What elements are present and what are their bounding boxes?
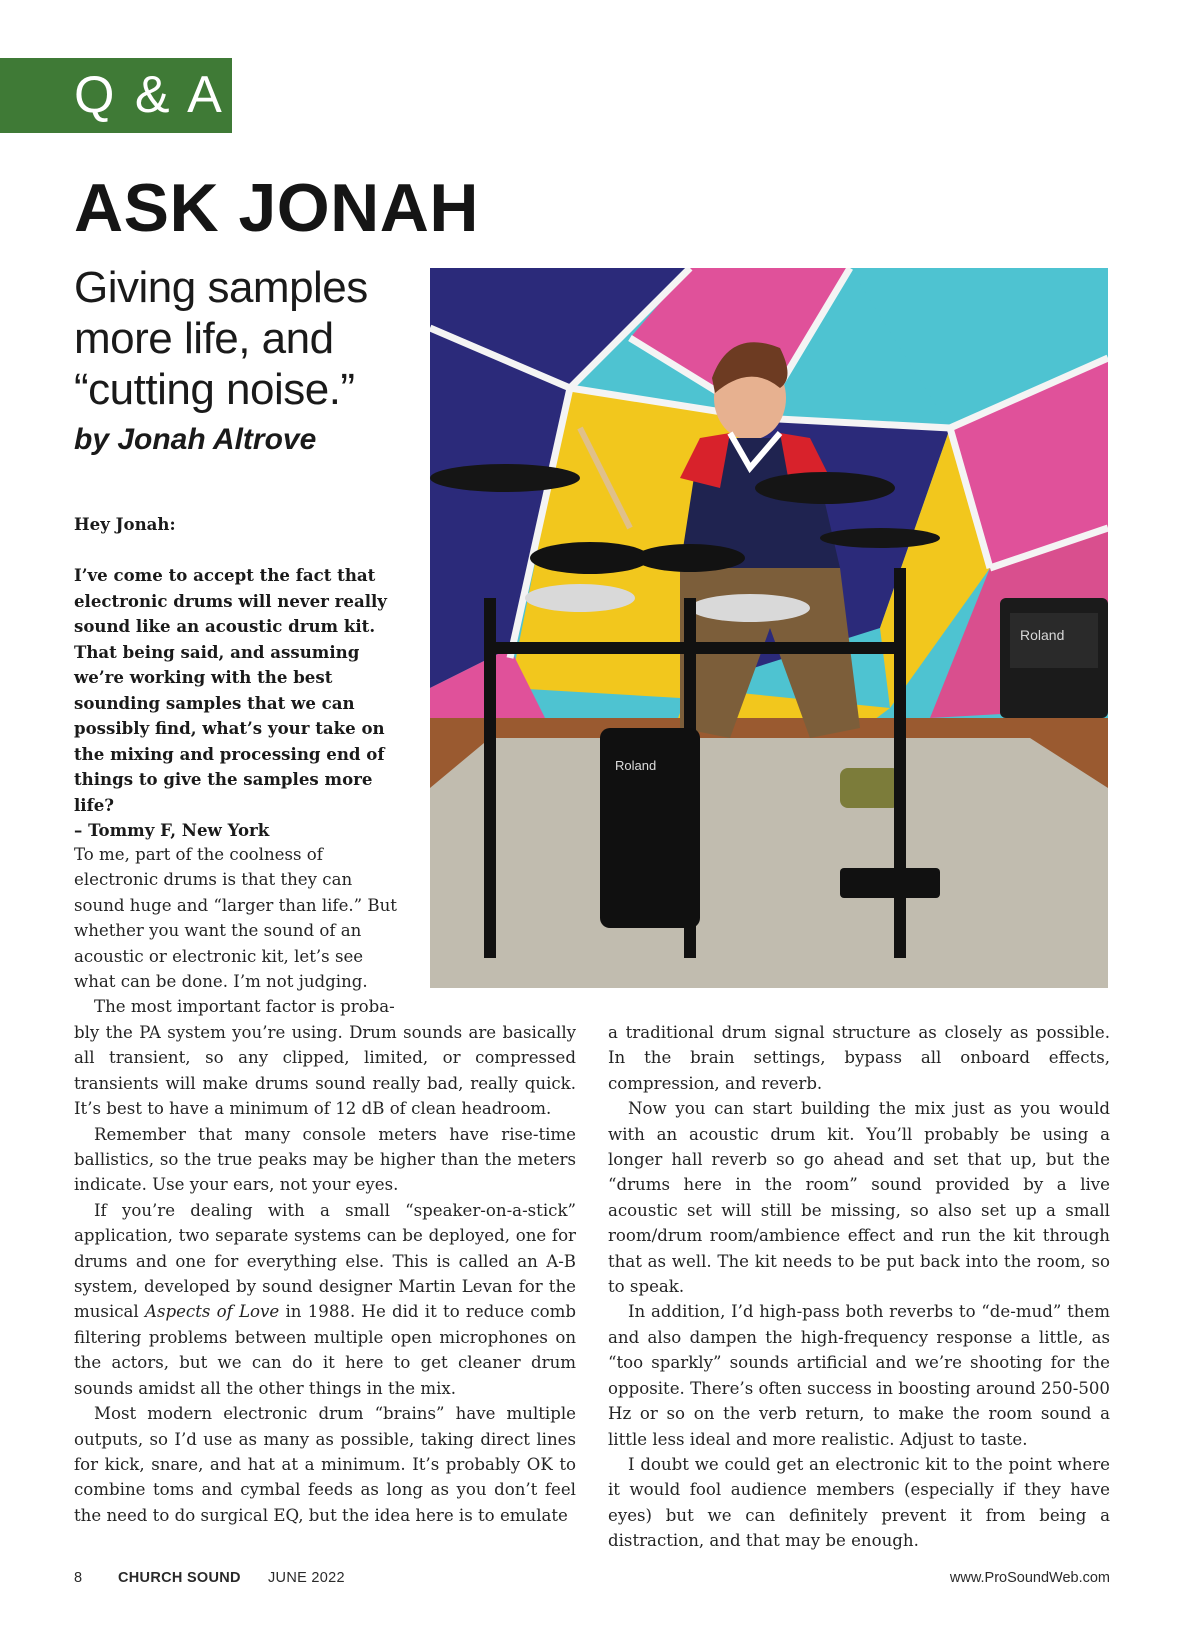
ab-text-a: If you’re dealing with a small “speaker-on-a-stick” application, two separate systems can be deployed, one for drums and one for everything else. This is called an A-B system, developed by sound designer Martin Levan for the musical <box>74 1200 576 1322</box>
byline: by Jonah Altrove <box>74 423 317 456</box>
article-intro <box>74 842 402 1020</box>
drummer-photo <box>430 268 1108 988</box>
paragraph-pa-system: bly the PA system you’re using. Drum sounds are basically all transient, so any clipped, limited, or compressed transients will make drums sound really bad, really quick. It’s best to have a minimum of 12 dB of clean headroom. <box>74 1023 576 1119</box>
website-link[interactable]: www.ProSoundWeb.com <box>949 1570 1110 1586</box>
paragraph-start: The most important factor is proba- <box>94 997 395 1017</box>
ab-text-b: in 1988. He did it to reduce comb filtering problems between multiple open microphones on the actors, but we can do it here to get cleaner drum sounds amidst all the other things in the mix. <box>74 1302 576 1398</box>
question-greeting: Hey Jonah: <box>74 514 176 534</box>
subtitle-line: “cutting noise.” <box>74 365 355 414</box>
paragraph-signal-structure: a traditional drum signal structure as closely as possible. In the brain settings, bypass all onboard effects, compression, and reverb. <box>608 1023 1110 1093</box>
paragraph-ab-system <box>74 1198 576 1401</box>
subtitle-line: more life, and <box>74 314 334 363</box>
amp-brand-label: Roland <box>1020 627 1065 643</box>
kick-brand-label: Roland <box>615 758 657 773</box>
page-number: 8 <box>74 1570 83 1586</box>
article-title: ASK JONAH <box>74 170 479 246</box>
section-label: Q & A <box>74 66 225 124</box>
reader-question <box>74 512 402 844</box>
article-column-right <box>608 1020 1110 1554</box>
paragraph-brains: Most modern electronic drum “brains” have multiple outputs, so I’d use as many as possible, taking direct lines for kick, snare, and hat at a minimum. It’s probably OK to combine toms and cymbal feeds as long as you don’t feel the need to do surgical EQ, but the idea here is to emulate <box>74 1404 576 1525</box>
page-footer <box>74 1570 1110 1592</box>
magazine-name: CHURCH SOUND <box>118 1570 241 1586</box>
drummer-photo-illustration <box>430 268 1108 988</box>
paragraph-meters: Remember that many console meters have rise-time ballistics, so the true peaks may be higher than the meters indicate. Use your ears, not your eyes. <box>74 1124 576 1195</box>
subtitle-line: Giving samples <box>74 263 368 312</box>
question-signoff: – Tommy F, New York <box>74 820 270 840</box>
question-text: I’ve come to accept the fact that electronic drums will never really sound like an acoustic drum kit. That being said, and assuming we’re working with the best sounding samples that we can possibly find, what’s your take on the mixing and processing end of things to give the samples more life? <box>74 565 387 815</box>
paragraph-conclusion: I doubt we could get an electronic kit to the point where it would fool audience members (especially if they have eyes) but we can definitely prevent it from being a distraction, and that may be enough. <box>608 1454 1110 1551</box>
musical-title: Aspects of Love <box>144 1302 280 1322</box>
paragraph-high-pass: In addition, I’d high-pass both reverbs to “de-mud” them and also dampen the high-frequency response a little, as “too sparkly” sounds artificial and we’re shooting for the opposite. There’s often success in boosting around 250-500 Hz or so on the verb return, to make the room sound a little less ideal and more realistic. Adjust to taste. <box>608 1302 1110 1449</box>
section-banner <box>0 58 232 133</box>
paragraph-mix-building: Now you can start building the mix just as you would with an acoustic drum kit. You’ll probably be using a longer hall reverb so go ahead and set that up, but the “drums here in the room” sound provided by a live acoustic set will still be missing, so also set up a small room/drum room/ambience effect and run the kit through that as well. The kit needs to be put back into the room, so to speak. <box>608 1099 1110 1297</box>
article-column-left <box>74 1020 576 1528</box>
article-subtitle <box>74 262 404 415</box>
issue-date: JUNE 2022 <box>268 1570 345 1586</box>
intro-paragraph: To me, part of the coolness of electronic drums is that they can sound huge and “larger than life.” But whether you want the sound of an acoustic or electronic kit, let’s see what can be done. I’m not judging. <box>74 845 397 992</box>
